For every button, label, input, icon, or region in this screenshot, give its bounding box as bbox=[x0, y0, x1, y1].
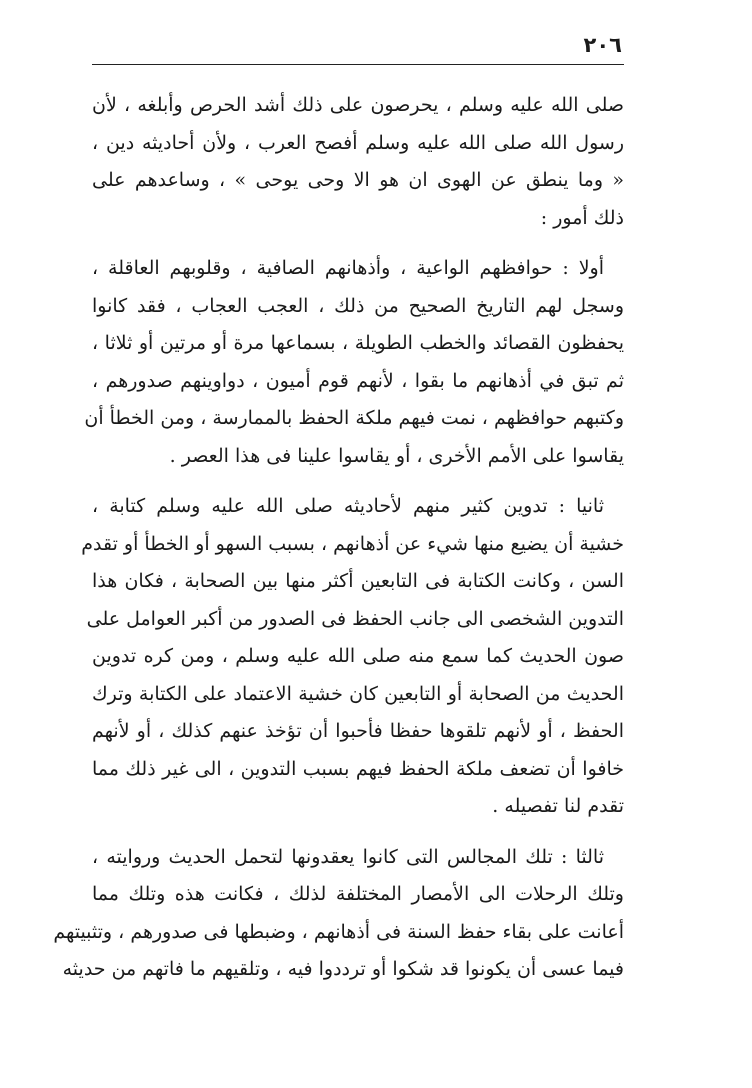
paragraph-gap bbox=[92, 475, 624, 488]
text-line: رسول الله صلى الله عليه وسلم أفصح العرب ، ولأن أحاديثه دين ، bbox=[92, 131, 624, 154]
text-line: فيما عسى أن يكونوا قد شكوا أو ترددوا فيه ، وتلقيهم ما فاتهم من حديثه bbox=[62, 958, 624, 980]
text-line: أعانت على بقاء حفظ السنة فى أذهانهم ، وضبطها فى صدورهم ، وتثبيتهم bbox=[53, 920, 624, 943]
page-number: ٢٠٦ bbox=[583, 33, 622, 57]
paragraph-gap bbox=[92, 237, 624, 250]
text-line: ثالثا : تلك المجالس التى كانوا يعقدونها لتحمل الحديث وروايته ، bbox=[92, 845, 604, 868]
paragraph-second bbox=[81, 488, 624, 826]
text-line: يحفظون القصائد والخطب الطويلة ، بسماعها مرة أو مرتين أو ثلاثا ، bbox=[92, 332, 624, 354]
paragraph-third bbox=[53, 839, 624, 989]
paragraph-gap bbox=[92, 826, 624, 839]
text-line: السن ، وكانت الكتابة فى التابعين أكثر منها بين الصحابة ، فكان هذا bbox=[92, 570, 624, 592]
text-line: وتلك الرحلات الى الأمصار المختلفة لذلك ، فكانت هذه وتلك مما bbox=[92, 883, 624, 905]
text-line: أولا : حوافظهم الواعية ، وأذهانهم الصافية ، وقلوبهم العاقلة ، bbox=[92, 257, 604, 279]
text-line: وسجل لهم التاريخ الصحيح من ذلك ، العجب العجاب ، فقد كانوا bbox=[92, 294, 624, 317]
text-line: التدوين الشخصى الى جانب الحفظ فى الصدور من أكبر العوامل على bbox=[86, 607, 624, 630]
text-line: تقدم لنا تفصيله . bbox=[492, 795, 624, 817]
header-rule bbox=[92, 64, 624, 65]
text-line: خافوا أن تضعف ملكة الحفظ فيهم بسبب التدوين ، الى غير ذلك مما bbox=[92, 757, 624, 780]
text-line: ثانيا : تدوين كثير منهم لأحاديثه صلى الله عليه وسلم كتابة ، bbox=[92, 495, 604, 517]
text-line: وكتبهم حوافظهم ، نمت فيهم ملكة الحفظ بالممارسة ، ومن الخطأ أن bbox=[84, 407, 624, 429]
text-line: صون الحديث كما سمع منه صلى الله عليه وسلم ، ومن كره تدوين bbox=[92, 645, 624, 667]
text-line: صلى الله عليه وسلم ، يحرصون على ذلك أشد الحرص وأبلغه ، لأن bbox=[92, 94, 624, 116]
text-line: يقاسوا على الأمم الأخرى ، أو يقاسوا علينا فى هذا العصر . bbox=[169, 444, 624, 467]
text-line: خشية أن يضيع منها شيء عن أذهانهم ، بسبب السهو أو الخطأ أو تقدم bbox=[81, 532, 624, 555]
paragraph-intro bbox=[92, 87, 624, 237]
text-line: الحديث من الصحابة أو التابعين كان خشية الاعتماد على الكتابة وترك bbox=[92, 682, 624, 705]
book-page bbox=[53, 30, 624, 989]
text-line: « وما ينطق عن الهوى ان هو الا وحى يوحى » ، وساعدهم على bbox=[92, 169, 624, 191]
text-line: ثم تبق في أذهانهم ما بقوا ، لأنهم قوم أميون ، دواوينهم صدورهم ، bbox=[92, 369, 624, 392]
text-line: ذلك أمور : bbox=[540, 206, 624, 229]
text-line: الحفظ ، أو لأنهم تلقوها حفظا فأحبوا أن تؤخذ عنهم كذلك ، أو لأنهم bbox=[92, 720, 624, 742]
paragraph-first bbox=[84, 250, 624, 475]
